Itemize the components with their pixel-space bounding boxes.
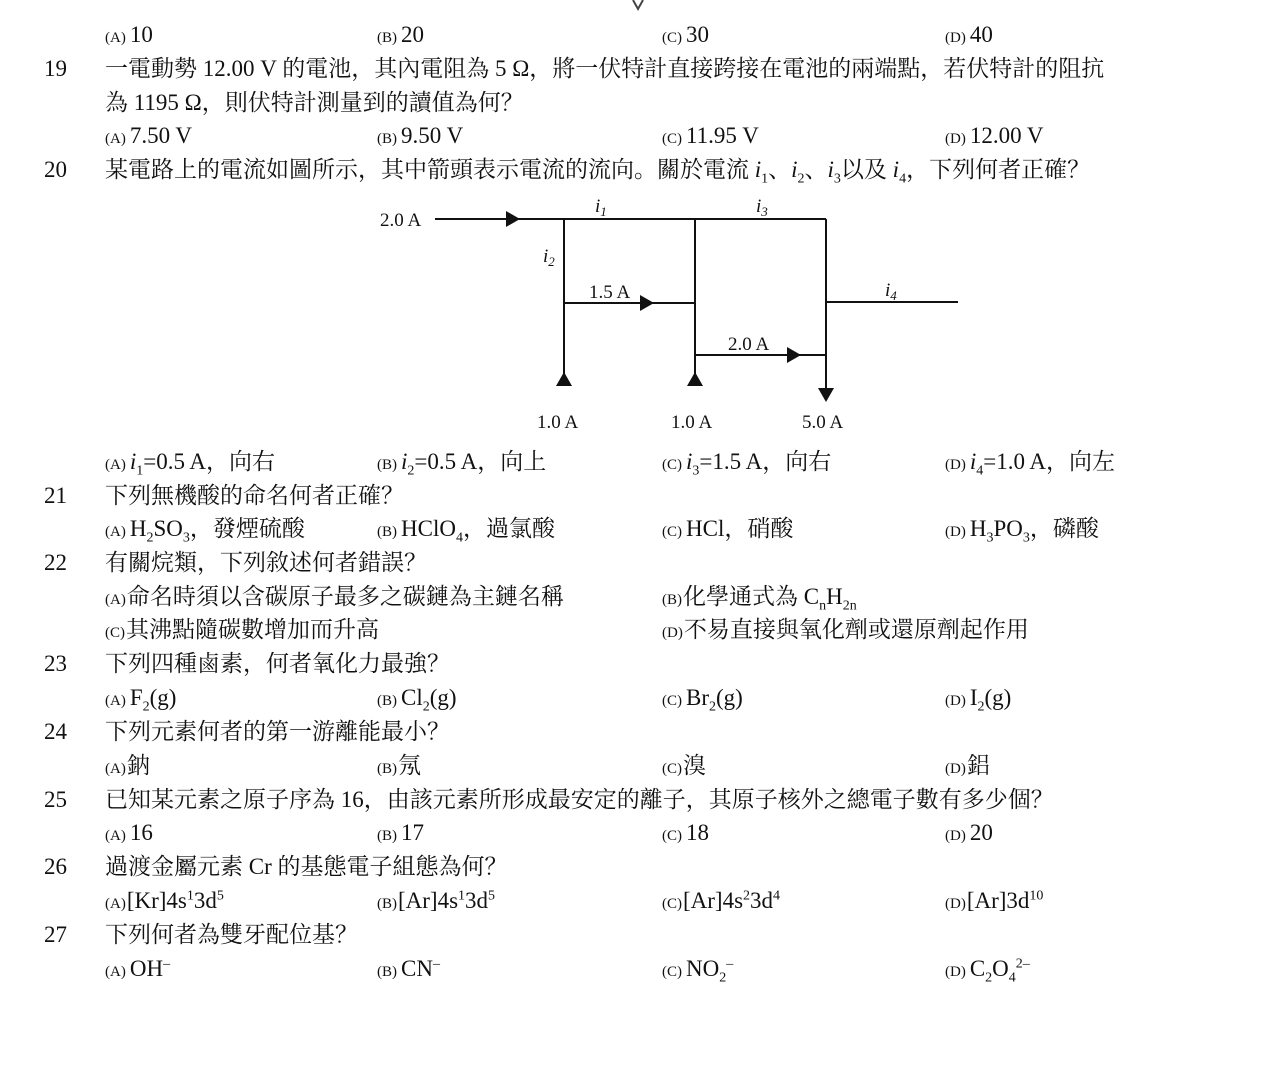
q23-option-a: (A) $F_2(g)$ [105, 685, 177, 715]
q27-option-a: (A) OH– [105, 956, 171, 981]
label-i1-sub: 1 [600, 204, 607, 219]
label-input-current: 2.0 A [380, 210, 422, 231]
q21-number: 21 [44, 483, 67, 508]
arrow-down-right [818, 388, 834, 402]
arrow-right-mid2 [787, 347, 801, 363]
label-i1: $i_1$ [595, 196, 607, 219]
q19-line1 [0, 52, 1274, 86]
label-i3-sub: 3 [761, 204, 768, 219]
q22-line [0, 546, 1274, 580]
q26-text: 過渡金屬元素 Cr 的基態電子組態為何？ [105, 854, 508, 879]
q21-option-b: (B) HClO$_4$，過氯酸 [377, 516, 555, 546]
q19-text-line2: 為 1195 Ω，則伏特計測量到的讀值為何？ [105, 90, 524, 115]
q19-option-d: (D) 12.00 V [945, 123, 1044, 148]
q24-option-b: (B)氖 [377, 753, 421, 778]
label-bottom1-current: 1.0 A [537, 412, 579, 433]
arrow-right-mid1 [640, 295, 654, 311]
q25-line [0, 783, 1274, 817]
q26-option-a: $(A)[Kr]4s^13d^5$ [105, 888, 224, 913]
q19-option-b: (B) 9.50 V [377, 123, 464, 148]
q25-option-c: (C) 18 [662, 820, 709, 845]
q23-line [0, 647, 1274, 681]
q26-option-c: $(C)[Ar]4s^23d^4$ [662, 888, 781, 913]
q25-text: 已知某元素之原子序為 16，由該元素所形成最安定的離子，其原子核外之總電子數有多少個？ [105, 787, 1054, 812]
q18-options [0, 18, 1274, 52]
q24-line [0, 715, 1274, 749]
q21-option-d: (D) $H_3PO_3$，磷酸 [945, 516, 1099, 546]
q22-options-row2 [0, 613, 1274, 647]
q18-option-a: (A) 10 [105, 22, 153, 47]
q21-line [0, 479, 1274, 513]
q18-option-b: (B) 20 [377, 22, 424, 47]
arrow-up-left [556, 372, 572, 386]
q27-option-d: (D) $C_2O_4^{2-}$ [945, 956, 1030, 986]
q23-text: 下列四種鹵素，何者氧化力最強？ [105, 651, 450, 676]
q20-option-d: (D) $i_4=1.0$ A，向左 [945, 449, 1116, 479]
q24-number: 24 [44, 719, 67, 744]
q21-text: 下列無機酸的命名何者正確？ [105, 483, 404, 508]
label-bottom2-current: 1.0 A [671, 412, 713, 433]
q23-option-d: (D) $I_2(g)$ [945, 685, 1012, 715]
q24-option-a: (A)鈉 [105, 753, 150, 778]
q23-option-b: (B) $Cl_2(g)$ [377, 685, 457, 715]
q20-option-a: (A) $i_1=0.5$ A，向右 [105, 449, 276, 479]
q18-option-c: (C) 30 [662, 22, 709, 47]
q24-option-d: (D)鋁 [945, 753, 990, 778]
q26-number: 26 [44, 854, 67, 879]
q23-number: 23 [44, 651, 67, 676]
q25-options [0, 816, 1274, 850]
q21-options [0, 512, 1274, 546]
label-i4: $i_4$ [885, 280, 897, 303]
q18-option-d: (D) 40 [945, 22, 993, 47]
q26-options [0, 884, 1274, 918]
arrow-right-input [506, 211, 520, 227]
q25-option-b: (B) 17 [377, 820, 424, 845]
q22-options-row1 [0, 580, 1274, 614]
q20-line [0, 153, 1274, 187]
q20-options [0, 445, 1274, 479]
q27-options [0, 952, 1274, 986]
page-break-mark [630, 0, 646, 12]
label-i2: $i_2$ [543, 246, 555, 269]
q20-number: 20 [44, 157, 67, 182]
q27-text: 下列何者為雙牙配位基？ [105, 922, 358, 947]
q22-option-d: (D)不易直接與氧化劑或還原劑起作用 [662, 617, 1029, 642]
circuit-diagram [360, 190, 970, 440]
label-i3: $i_3$ [756, 196, 768, 219]
q19-option-a: (A) 7.50 V [105, 123, 193, 148]
q22-text: 有關烷類，下列敘述何者錯誤？ [105, 550, 427, 575]
q20-option-c: (C) $i_3=1.5$ A，向右 [662, 449, 832, 479]
q19-line2 [0, 86, 1274, 120]
q25-option-d: (D) 20 [945, 820, 993, 845]
q25-number: 25 [44, 787, 67, 812]
q27-line [0, 918, 1274, 952]
q26-option-b: $(B)[Ar]4s^13d^5$ [377, 888, 496, 913]
q21-option-c: (C) HCl，硝酸 [662, 516, 794, 541]
q20-option-b: (B) $i_2=0.5$ A，向上 [377, 449, 547, 479]
label-mid2-current: 2.0 A [728, 334, 770, 355]
q22-number: 22 [44, 550, 67, 575]
q22-option-a: (A)命名時須以含碳原子最多之碳鏈為主鏈名稱 [105, 584, 564, 609]
label-i4-sub: 4 [890, 288, 897, 303]
q19-option-c: (C) 11.95 V [662, 123, 759, 148]
q20-text: 某電路上的電流如圖所示，其中箭頭表示電流的流向。關於電流 $i_1$、$i_2$、$i_3$以及 $i_4$，下列何者正確？ [105, 157, 1091, 187]
arrow-up-middle [687, 372, 703, 386]
label-mid1-current: 1.5 A [589, 282, 631, 303]
q19-options [0, 119, 1274, 153]
label-bottom3-current: 5.0 A [802, 412, 844, 433]
q22-option-c: (C)其沸點隨碳數增加而升高 [105, 617, 379, 642]
q27-option-c: (C) $NO_2^-$ [662, 956, 734, 986]
q22-option-b: (B)化學通式為 $C_nH_{2n}$ [662, 584, 857, 614]
q21-option-a: (A) $H_2SO_3$，發煙硫酸 [105, 516, 305, 546]
q26-option-d: $(D)[Ar]3d^{10}$ [945, 888, 1044, 913]
q25-option-a: (A) 16 [105, 820, 153, 845]
label-i2-sub: 2 [548, 254, 555, 269]
q24-text: 下列元素何者的第一游離能最小？ [105, 719, 450, 744]
q27-number: 27 [44, 922, 67, 947]
q23-option-c: (C) $Br_2(g)$ [662, 685, 743, 715]
q19-number: 19 [44, 56, 67, 81]
q27-option-b: (B) CN– [377, 956, 440, 981]
q26-line [0, 850, 1274, 884]
q19-text-line1: 一電動勢 12.00 V 的電池，其內電阻為 5 Ω，將一伏特計直接跨接在電池的兩端點，若伏特計的阻抗 [105, 56, 1105, 81]
q23-options [0, 681, 1274, 715]
q24-option-c: (C)溴 [662, 753, 706, 778]
q24-options [0, 749, 1274, 783]
